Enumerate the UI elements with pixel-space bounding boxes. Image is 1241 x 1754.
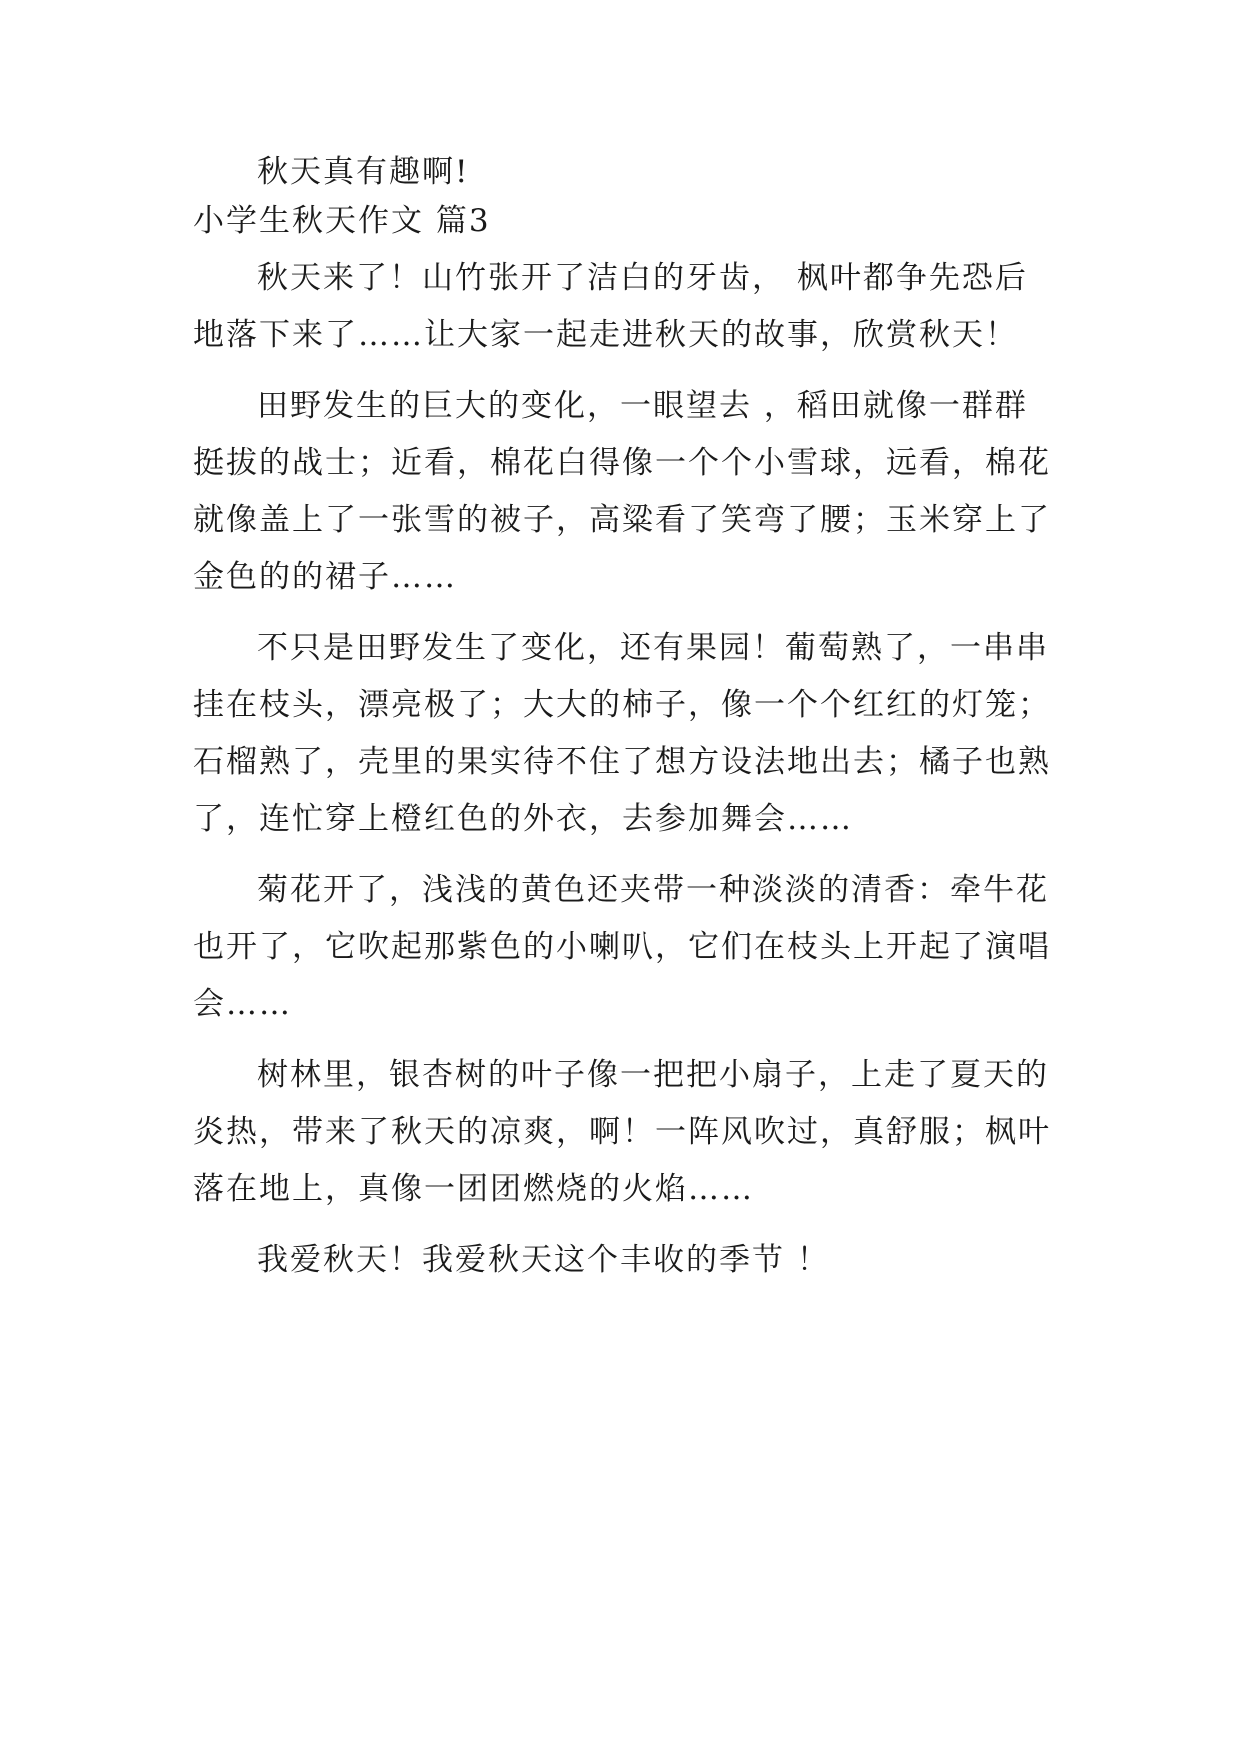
paragraph-4-line-2: 也开了，它吹起那紫色的小喇叭，它们在枝头上开起了演唱 bbox=[193, 929, 1051, 965]
paragraph-2-line-2: 挺拔的战士；近看，棉花白得像一个个小雪球，远看，棉花 bbox=[193, 445, 1051, 481]
paragraph-4-line-1: 菊花开了，浅浅的黄色还夹带一种淡淡的清香：牵牛花 bbox=[257, 872, 1049, 908]
paragraph-6-line-1: 我爱秋天！我爱秋天这个丰收的季节 ！ bbox=[257, 1242, 830, 1278]
paragraph-3-line-4: 了，连忙穿上橙红色的外衣，去参加舞会…… bbox=[193, 801, 853, 837]
paragraph-2-line-3: 就像盖上了一张雪的被子，高粱看了笑弯了腰；玉米穿上了 bbox=[193, 502, 1051, 538]
paragraph-1-line-2: 地落下来了……让大家一起走进秋天的故事，欣赏秋天！ bbox=[193, 317, 1018, 353]
paragraph-1-line-1: 秋天来了！山竹张开了洁白的牙齿， 枫叶都争先恐后 bbox=[257, 260, 1028, 296]
closing-line-previous: 秋天真有趣啊! bbox=[257, 154, 470, 190]
paragraph-3-line-3: 石榴熟了，壳里的果实待不住了想方设法地出去；橘子也熟 bbox=[193, 744, 1051, 780]
paragraph-3-line-1: 不只是田野发生了变化，还有果园！葡萄熟了，一串串 bbox=[257, 630, 1049, 666]
paragraph-5-line-3: 落在地上，真像一团团燃烧的火焰…… bbox=[193, 1171, 754, 1207]
paragraph-2-line-1: 田野发生的巨大的变化，一眼望去 ，稻田就像一群群 bbox=[257, 388, 1028, 424]
paragraph-4-line-3: 会…… bbox=[193, 986, 292, 1022]
paragraph-5-line-1: 树林里，银杏树的叶子像一把把小扇子，上走了夏天的 bbox=[257, 1057, 1049, 1093]
paragraph-3-line-2: 挂在枝头，漂亮极了；大大的柿子，像一个个红红的灯笼； bbox=[193, 687, 1051, 723]
paragraph-5-line-2: 炎热，带来了秋天的凉爽，啊！一阵风吹过，真舒服；枫叶 bbox=[193, 1114, 1051, 1150]
essay-title: 小学生秋天作文 篇3 bbox=[193, 203, 491, 239]
paragraph-2-line-4: 金色的的裙子…… bbox=[193, 559, 457, 595]
